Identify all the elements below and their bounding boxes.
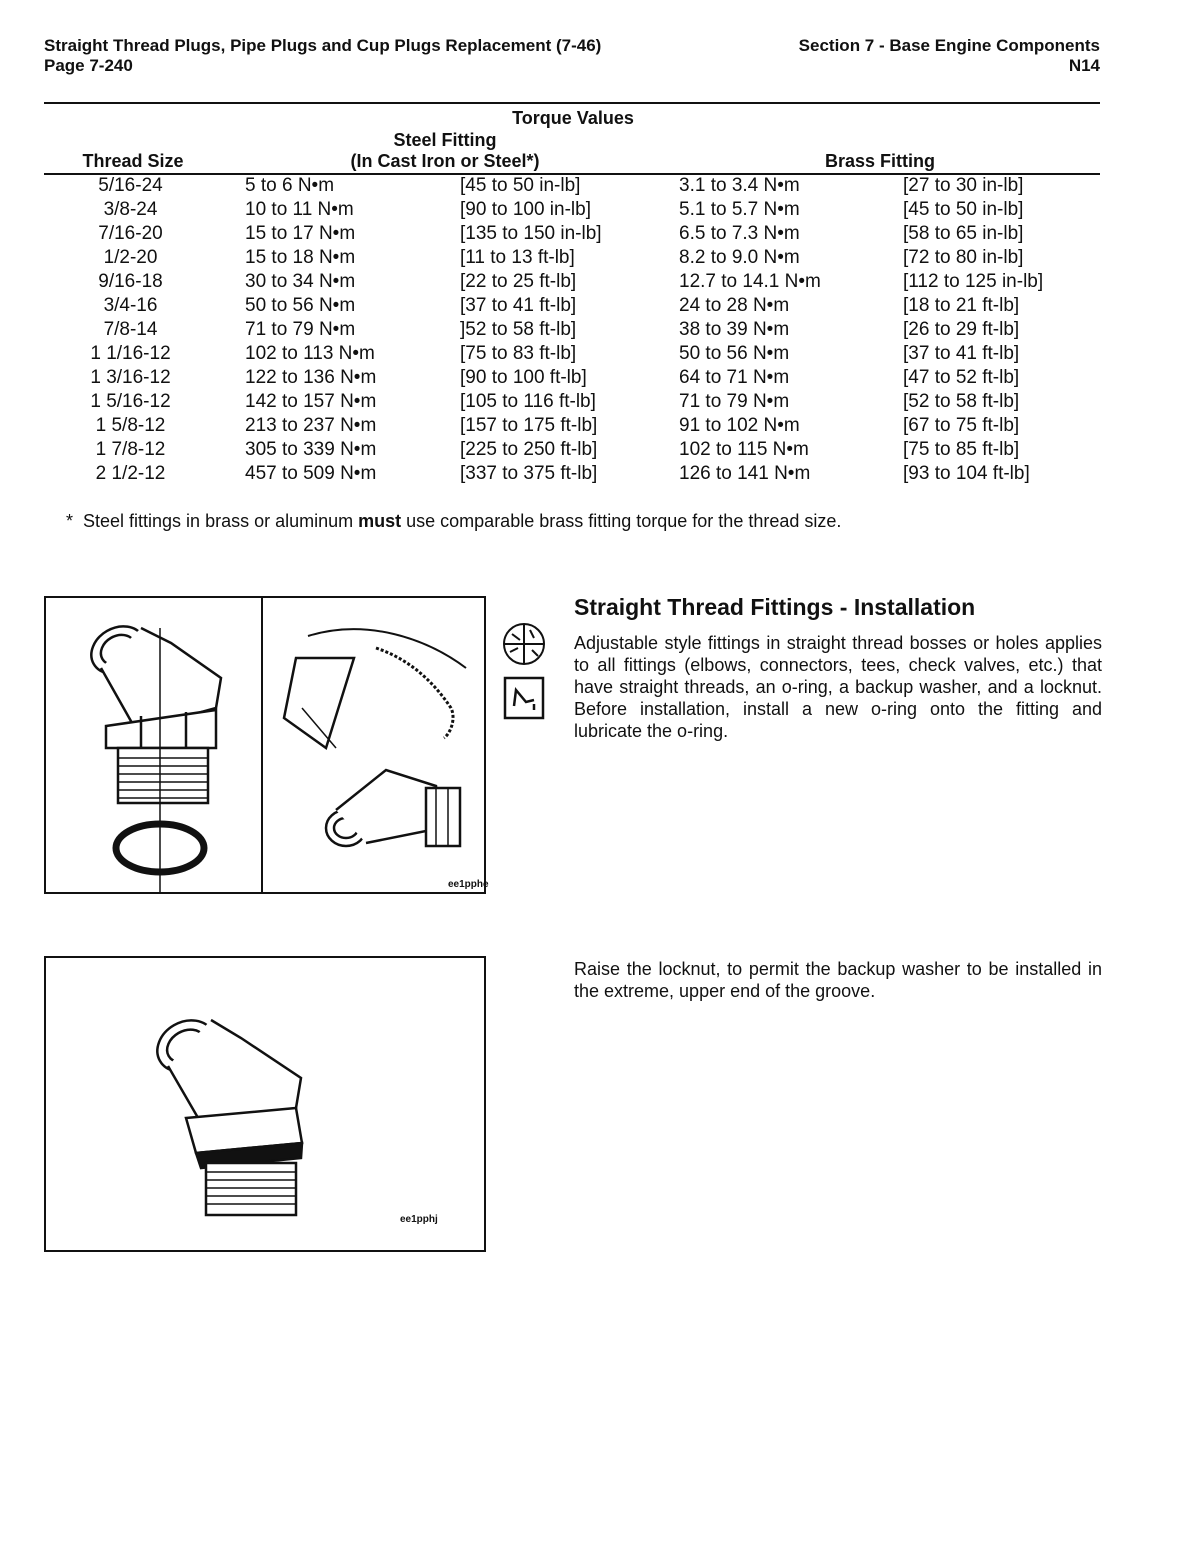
table-cell: 38 to 39 N•m [679,319,790,340]
table-cell: 64 to 71 N•m [679,367,790,388]
table-cell: 91 to 102 N•m [679,415,800,436]
table-cell: 9/16-18 [98,271,163,292]
installation-paragraph: Adjustable style fittings in straight thread bosses or holes applies to all fittings (elbows, connectors, tees, check valves, etc.) that have straight threads, an o-ring, a backup washer, and a locknut. Before installation, install a new o-ring onto the fitting and lubricate the o-ring. [574,633,1102,741]
figure-locknut-raised [44,956,486,1252]
fitting-oring-illustration [46,598,489,892]
table-cell: 5.1 to 5.7 N•m [679,199,800,220]
table-row [44,222,1103,246]
table-cell: 30 to 34 N•m [245,271,356,292]
table-row [44,342,1103,366]
procedure-icons [500,620,550,745]
table-cell: [112 to 125 in-lb] [903,271,1044,292]
table-cell: [26 to 29 ft-lb] [903,319,1020,340]
table-cell: [47 to 52 ft-lb] [903,367,1020,388]
table-cell: 1 1/16-12 [90,343,171,364]
table-cell: 6.5 to 7.3 N•m [679,223,800,244]
table-row [44,414,1103,438]
table-cell: [105 to 116 ft-lb] [460,391,596,412]
torque-table [44,174,1103,486]
table-cell: [27 to 30 in-lb] [903,175,1024,196]
table-cell: [75 to 83 ft-lb] [460,343,577,364]
section-title: Straight Thread Fittings - Installation [574,594,976,620]
thread-size-header: Thread Size [82,151,184,171]
table-cell: [52 to 58 ft-lb] [903,391,1020,412]
table-cell: 50 to 56 N•m [679,343,790,364]
table-cell: 1 3/16-12 [90,367,171,388]
footnote-emphasis: must [358,511,402,531]
table-cell: 213 to 237 N•m [245,415,377,436]
brass-fitting-header: Brass Fitting [824,151,935,171]
table-cell: 15 to 17 N•m [245,223,356,244]
table-cell: [45 to 50 in-lb] [460,175,581,196]
header-section: Section 7 - Base Engine Components [798,36,1100,55]
table-row [44,366,1103,390]
header-page-number: Page 7-240 [44,56,133,75]
table-cell: 142 to 157 N•m [245,391,377,412]
table-cell: [75 to 85 ft-lb] [903,439,1020,460]
table-cell: 1 5/16-12 [90,391,171,412]
header-engine-model: N14 [1068,56,1100,75]
table-row [44,270,1103,294]
table-cell: [11 to 13 ft-lb] [460,247,575,268]
table-cell: [72 to 80 in-lb] [903,247,1024,268]
table-cell: 1 5/8-12 [95,415,166,436]
table-cell: 1 7/8-12 [95,439,166,460]
table-cell: [157 to 175 ft-lb] [460,415,598,436]
table-cell: [135 to 150 in-lb] [460,223,602,244]
table-cell: [37 to 41 ft-lb] [903,343,1020,364]
table-cell: [90 to 100 in-lb] [460,199,591,220]
table-cell: 126 to 141 N•m [679,463,811,484]
steel-fitting-header-line2: (In Cast Iron or Steel*) [350,151,540,171]
table-cell: 8.2 to 9.0 N•m [679,247,800,268]
table-cell: [225 to 250 ft-lb] [460,439,598,460]
table-row [44,390,1103,414]
table-cell: [93 to 104 ft-lb] [903,463,1030,484]
table-cell: 24 to 28 N•m [679,295,790,316]
table-cell: 3/4-16 [103,295,158,316]
footnote-text-start: * Steel fittings in brass or aluminum [66,511,359,531]
table-footnote [66,511,841,532]
table-row [44,462,1103,486]
table-cell: [90 to 100 ft-lb] [460,367,587,388]
table-cell: 15 to 18 N•m [245,247,356,268]
table-row [44,246,1103,270]
table-cell: 7/16-20 [98,223,163,244]
locknut-paragraph: Raise the locknut, to permit the backup washer to be installed in the extreme, upper end of the groove. [574,959,1102,1001]
table-cell: 305 to 339 N•m [245,439,377,460]
header-divider [44,102,1100,104]
table-cell: 50 to 56 N•m [245,295,356,316]
table-row [44,318,1103,342]
table-cell: 3.1 to 3.4 N•m [679,175,800,196]
table-cell: [22 to 25 ft-lb] [460,271,577,292]
table-cell: [37 to 41 ft-lb] [460,295,577,316]
lubricant-icon [505,678,543,718]
figure1-code: ee1pphe [448,879,489,890]
torque-table-title: Torque Values [512,108,634,128]
table-cell: 102 to 113 N•m [245,343,375,364]
figure2-code: ee1pphj [400,1214,438,1225]
tools-icon [504,624,544,664]
table-row [44,174,1103,198]
locknut-illustration [46,958,484,1250]
figure-fitting-oring [44,596,489,894]
table-cell: [337 to 375 ft-lb] [460,463,598,484]
table-cell: 457 to 509 N•m [245,463,377,484]
table-cell: 71 to 79 N•m [245,319,356,340]
table-cell: [45 to 50 in-lb] [903,199,1024,220]
table-cell: ]52 to 58 ft-lb] [460,319,577,340]
steel-fitting-header-line1: Steel Fitting [393,130,497,150]
table-cell: 102 to 115 N•m [679,439,809,460]
table-cell: 7/8-14 [103,319,158,340]
table-cell: 1/2-20 [103,247,158,268]
table-cell: 2 1/2-12 [95,463,166,484]
table-cell: 3/8-24 [103,199,158,220]
table-cell: 5 to 6 N•m [245,175,335,196]
footnote-text-end: use comparable brass fitting torque for the thread size. [401,511,842,531]
steel-fitting-header [300,130,590,172]
table-cell: 5/16-24 [98,175,163,196]
table-cell: 10 to 11 N•m [245,199,354,220]
table-cell: 12.7 to 14.1 N•m [679,271,821,292]
table-cell: 122 to 136 N•m [245,367,377,388]
table-cell: [58 to 65 in-lb] [903,223,1024,244]
table-cell: [67 to 75 ft-lb] [903,415,1020,436]
header-title: Straight Thread Plugs, Pipe Plugs and Cup Plugs Replacement (7-46) [44,36,602,55]
table-row [44,294,1103,318]
table-cell: 71 to 79 N•m [679,391,790,412]
table-cell: [18 to 21 ft-lb] [903,295,1020,316]
table-row [44,198,1103,222]
table-row [44,438,1103,462]
